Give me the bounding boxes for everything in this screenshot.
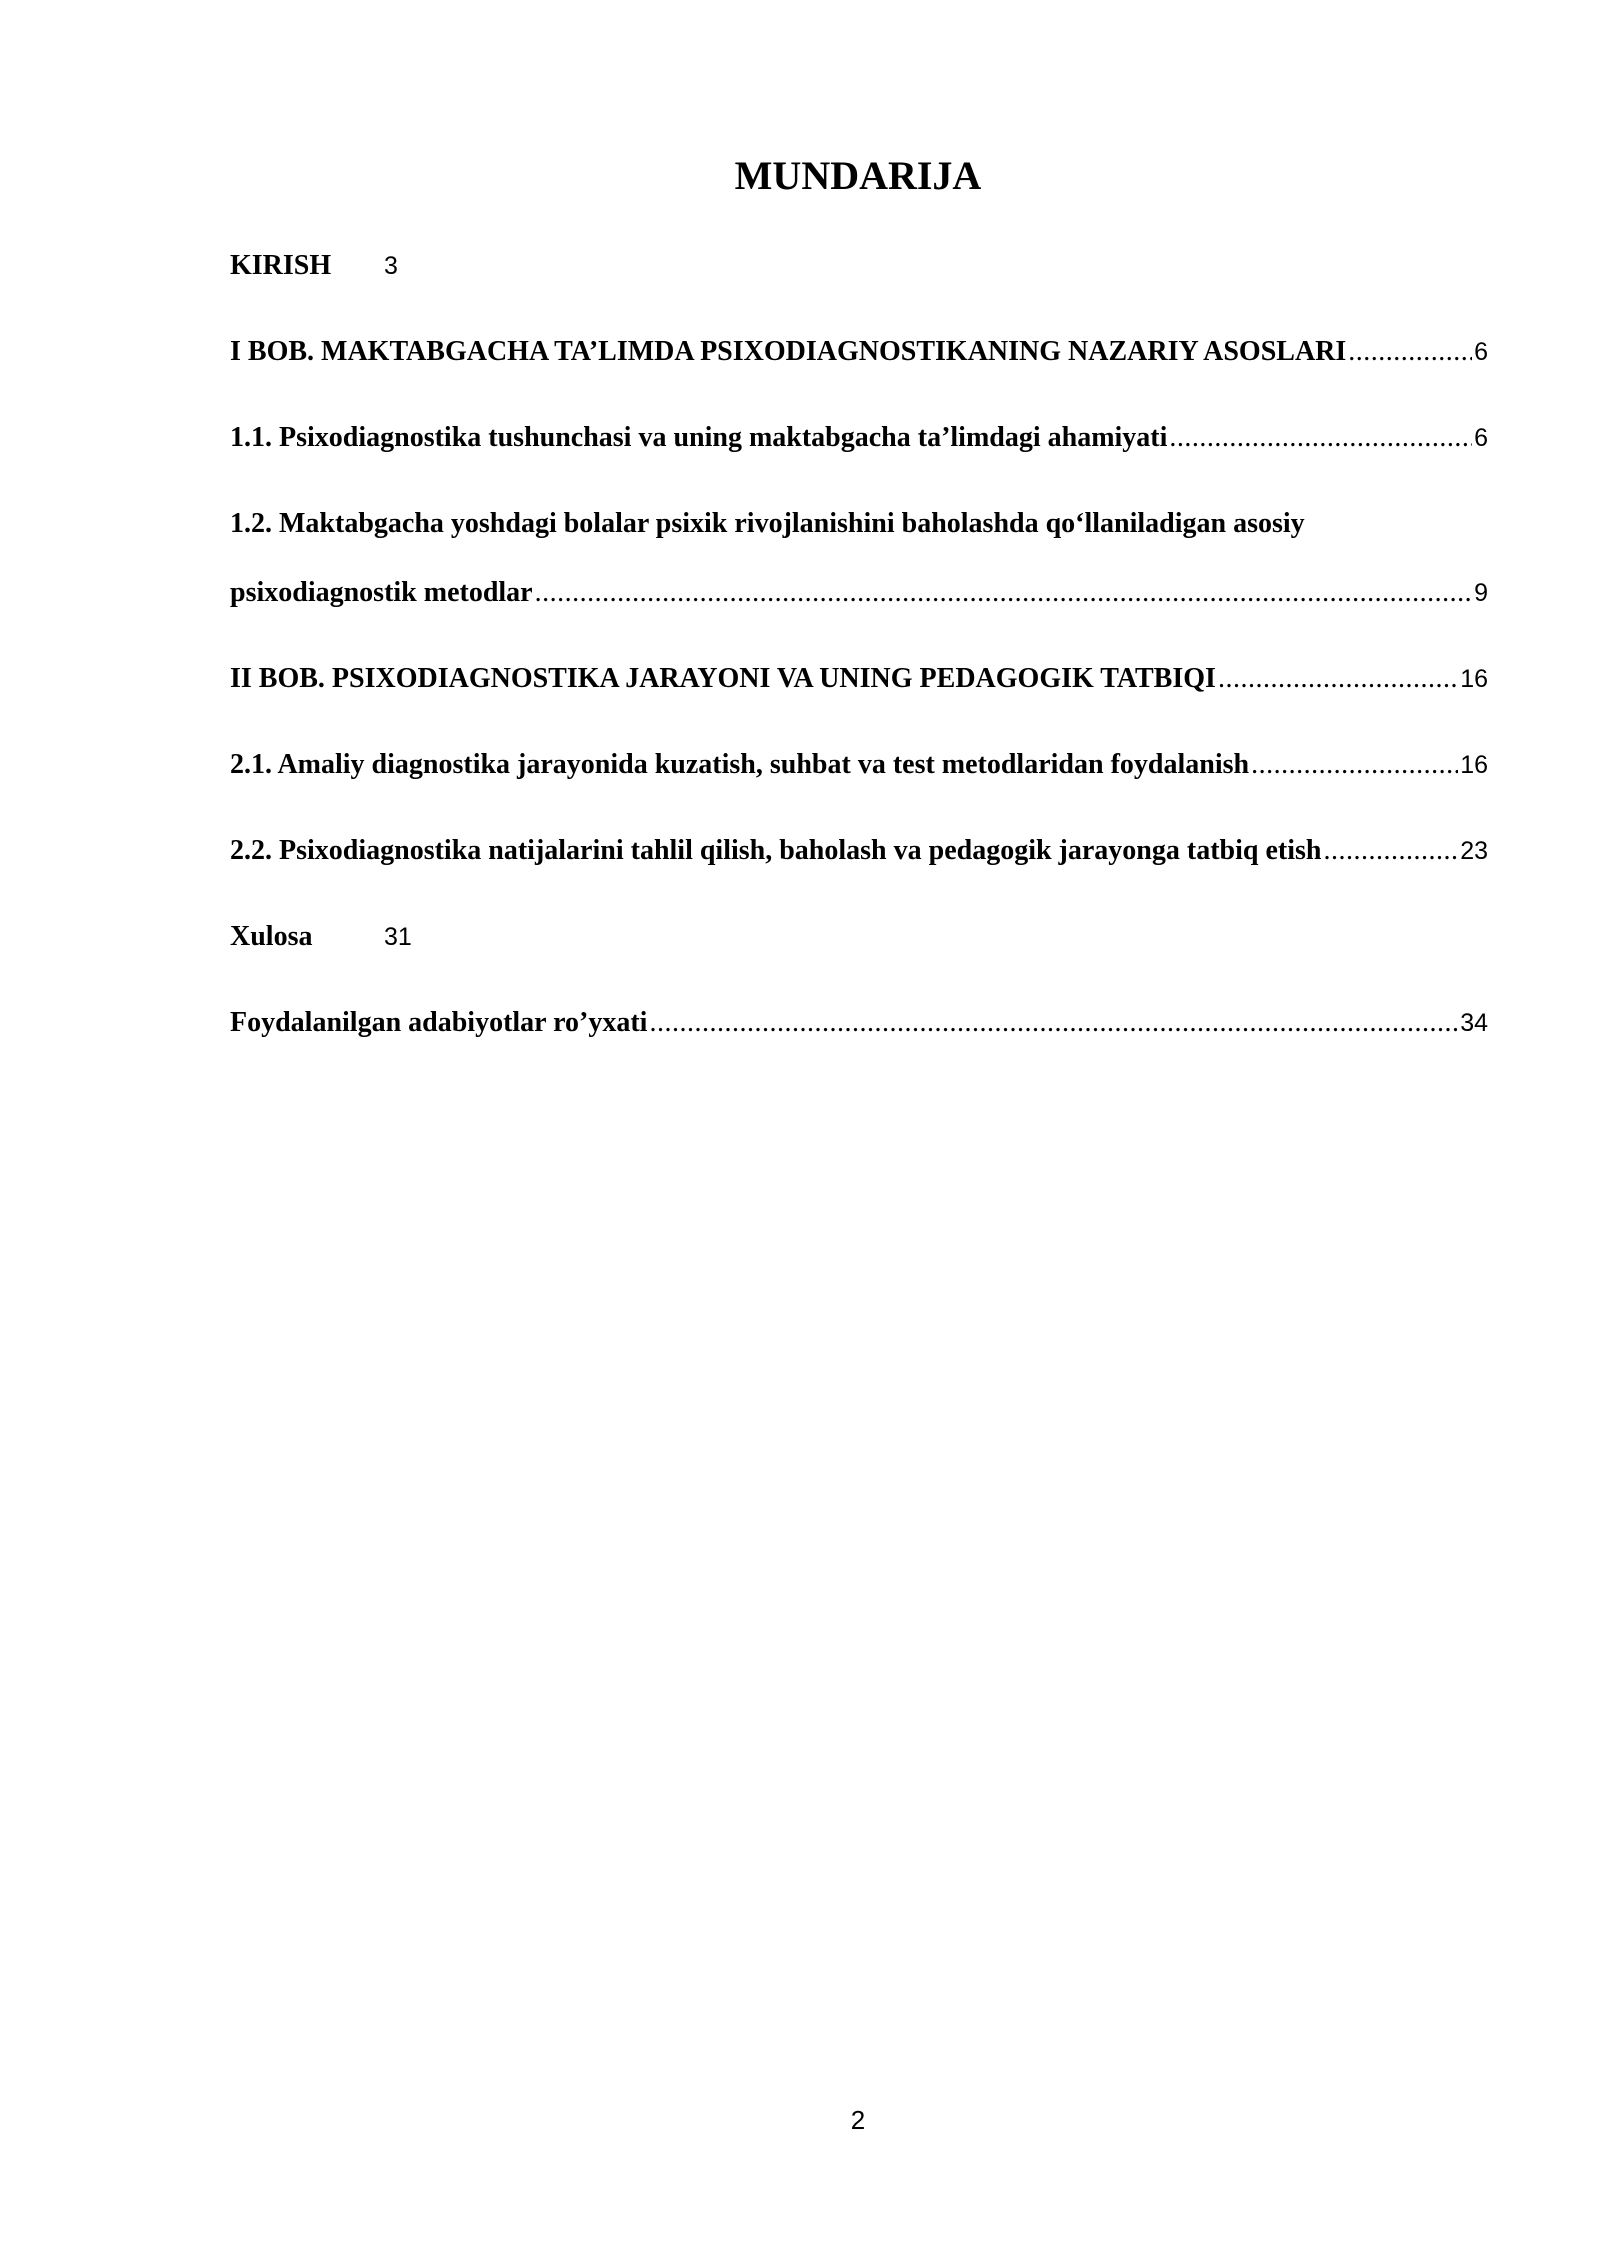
toc-entry-section-2-2[interactable] [230, 830, 1488, 872]
toc-entry-chapter-1[interactable] [230, 331, 1488, 373]
dot-leader [1348, 331, 1472, 373]
toc-entry-page: 34 [1460, 1009, 1488, 1037]
toc-entry-label-line2: psixodiagnostik metodlar [230, 577, 533, 608]
toc-entry-page: 23 [1460, 837, 1488, 865]
toc-entry-section-1-1[interactable] [230, 417, 1488, 459]
dot-leader [1323, 830, 1458, 872]
toc-entry-page: 3 [384, 252, 398, 280]
toc-entry-xulosa[interactable] [230, 916, 1488, 958]
toc-entry-page: 6 [1474, 424, 1488, 452]
dot-leader [649, 1002, 1458, 1044]
toc-entry-label: 1.1. Psixodiagnostika tushunchasi va uning maktabgacha ta’limdagi ahamiyati [230, 422, 1168, 453]
toc-entry-chapter-2[interactable] [230, 658, 1488, 700]
toc-entry-section-1-2[interactable] [230, 503, 1488, 614]
toc-entry-label: KIRISH [230, 250, 332, 281]
toc-entry-kirish[interactable] [230, 245, 1488, 287]
toc-entry-page: 9 [1474, 579, 1488, 607]
toc-entry-label-line1: 1.2. Maktabgacha yoshdagi bolalar psixik rivojlanishini baholashda qo‘llaniladigan asosiy [230, 508, 1305, 539]
toc-entry-label: I BOB. MAKTABGACHA TA’LIMDA PSIXODIAGNOSTIKANING NAZARIY ASOSLARI [230, 336, 1347, 367]
toc-entry-label: 2.2. Psixodiagnostika natijalarini tahlil qilish, baholash va pedagogik jarayonga tatbiq etish [230, 835, 1322, 866]
toc-entry-label: Xulosa [230, 921, 313, 952]
toc-entry-page: 31 [384, 923, 412, 951]
dot-leader [1169, 417, 1472, 459]
toc-entry-references[interactable] [230, 1002, 1488, 1044]
dot-leader [1251, 744, 1458, 786]
toc-entry-label: II BOB. PSIXODIAGNOSTIKA JARAYONI VA UNING PEDAGOGIK TATBIQI [230, 663, 1216, 694]
toc-entry-page: 16 [1460, 665, 1488, 693]
dot-leader [535, 572, 1472, 614]
toc-entry-section-2-1[interactable] [230, 744, 1488, 786]
dot-leader [1218, 658, 1458, 700]
page-number: 2 [850, 2105, 866, 2135]
toc-entry-label: Foydalanilgan adabiyotlar ro’yxati [230, 1007, 648, 1038]
page-title: MUNDARIJA [734, 153, 982, 198]
toc-entry-page: 6 [1474, 338, 1488, 366]
toc-entry-label: 2.1. Amaliy diagnostika jarayonida kuzatish, suhbat va test metodlaridan foydalanish [230, 749, 1250, 780]
toc-entry-page: 16 [1460, 751, 1488, 779]
